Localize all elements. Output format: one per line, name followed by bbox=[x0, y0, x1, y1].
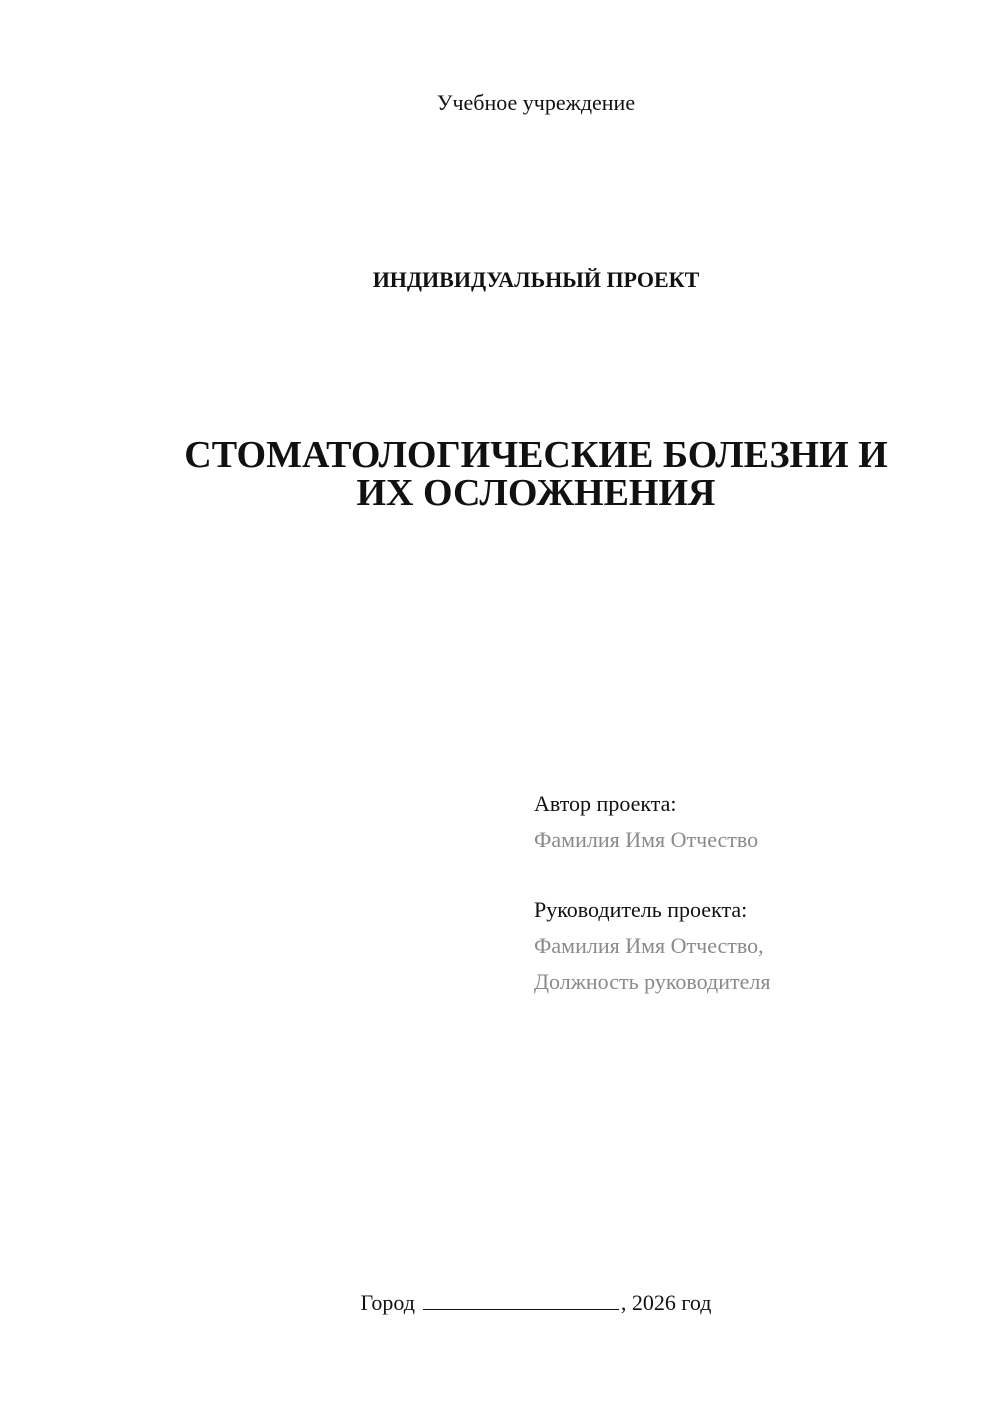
project-type-heading: ИНДИВИДУАЛЬНЫЙ ПРОЕКТ bbox=[372, 267, 700, 292]
author-label: Автор проекта: bbox=[534, 791, 677, 816]
supervisor-name: Фамилия Имя Отчество, bbox=[534, 933, 764, 958]
author-name: Фамилия Имя Отчество bbox=[534, 827, 759, 852]
supervisor-block bbox=[534, 892, 974, 1000]
city-label: Город bbox=[360, 1290, 415, 1315]
year-text: , 2026 год bbox=[620, 1290, 712, 1315]
project-title-line-1: СТОМАТОЛОГИЧЕСКИЕ БОЛЕЗНИ И bbox=[184, 434, 888, 476]
footer-city-year bbox=[0, 1289, 1000, 1316]
city-blank-line bbox=[423, 1289, 619, 1310]
author-block bbox=[534, 786, 974, 858]
supervisor-label: Руководитель проекта: bbox=[534, 897, 748, 922]
institution-name: Учебное учреждение bbox=[436, 90, 636, 115]
supervisor-position: Должность руководителя bbox=[534, 969, 771, 994]
project-title bbox=[0, 436, 1000, 512]
project-title-line-2: ИХ ОСЛОЖНЕНИЯ bbox=[356, 472, 716, 514]
